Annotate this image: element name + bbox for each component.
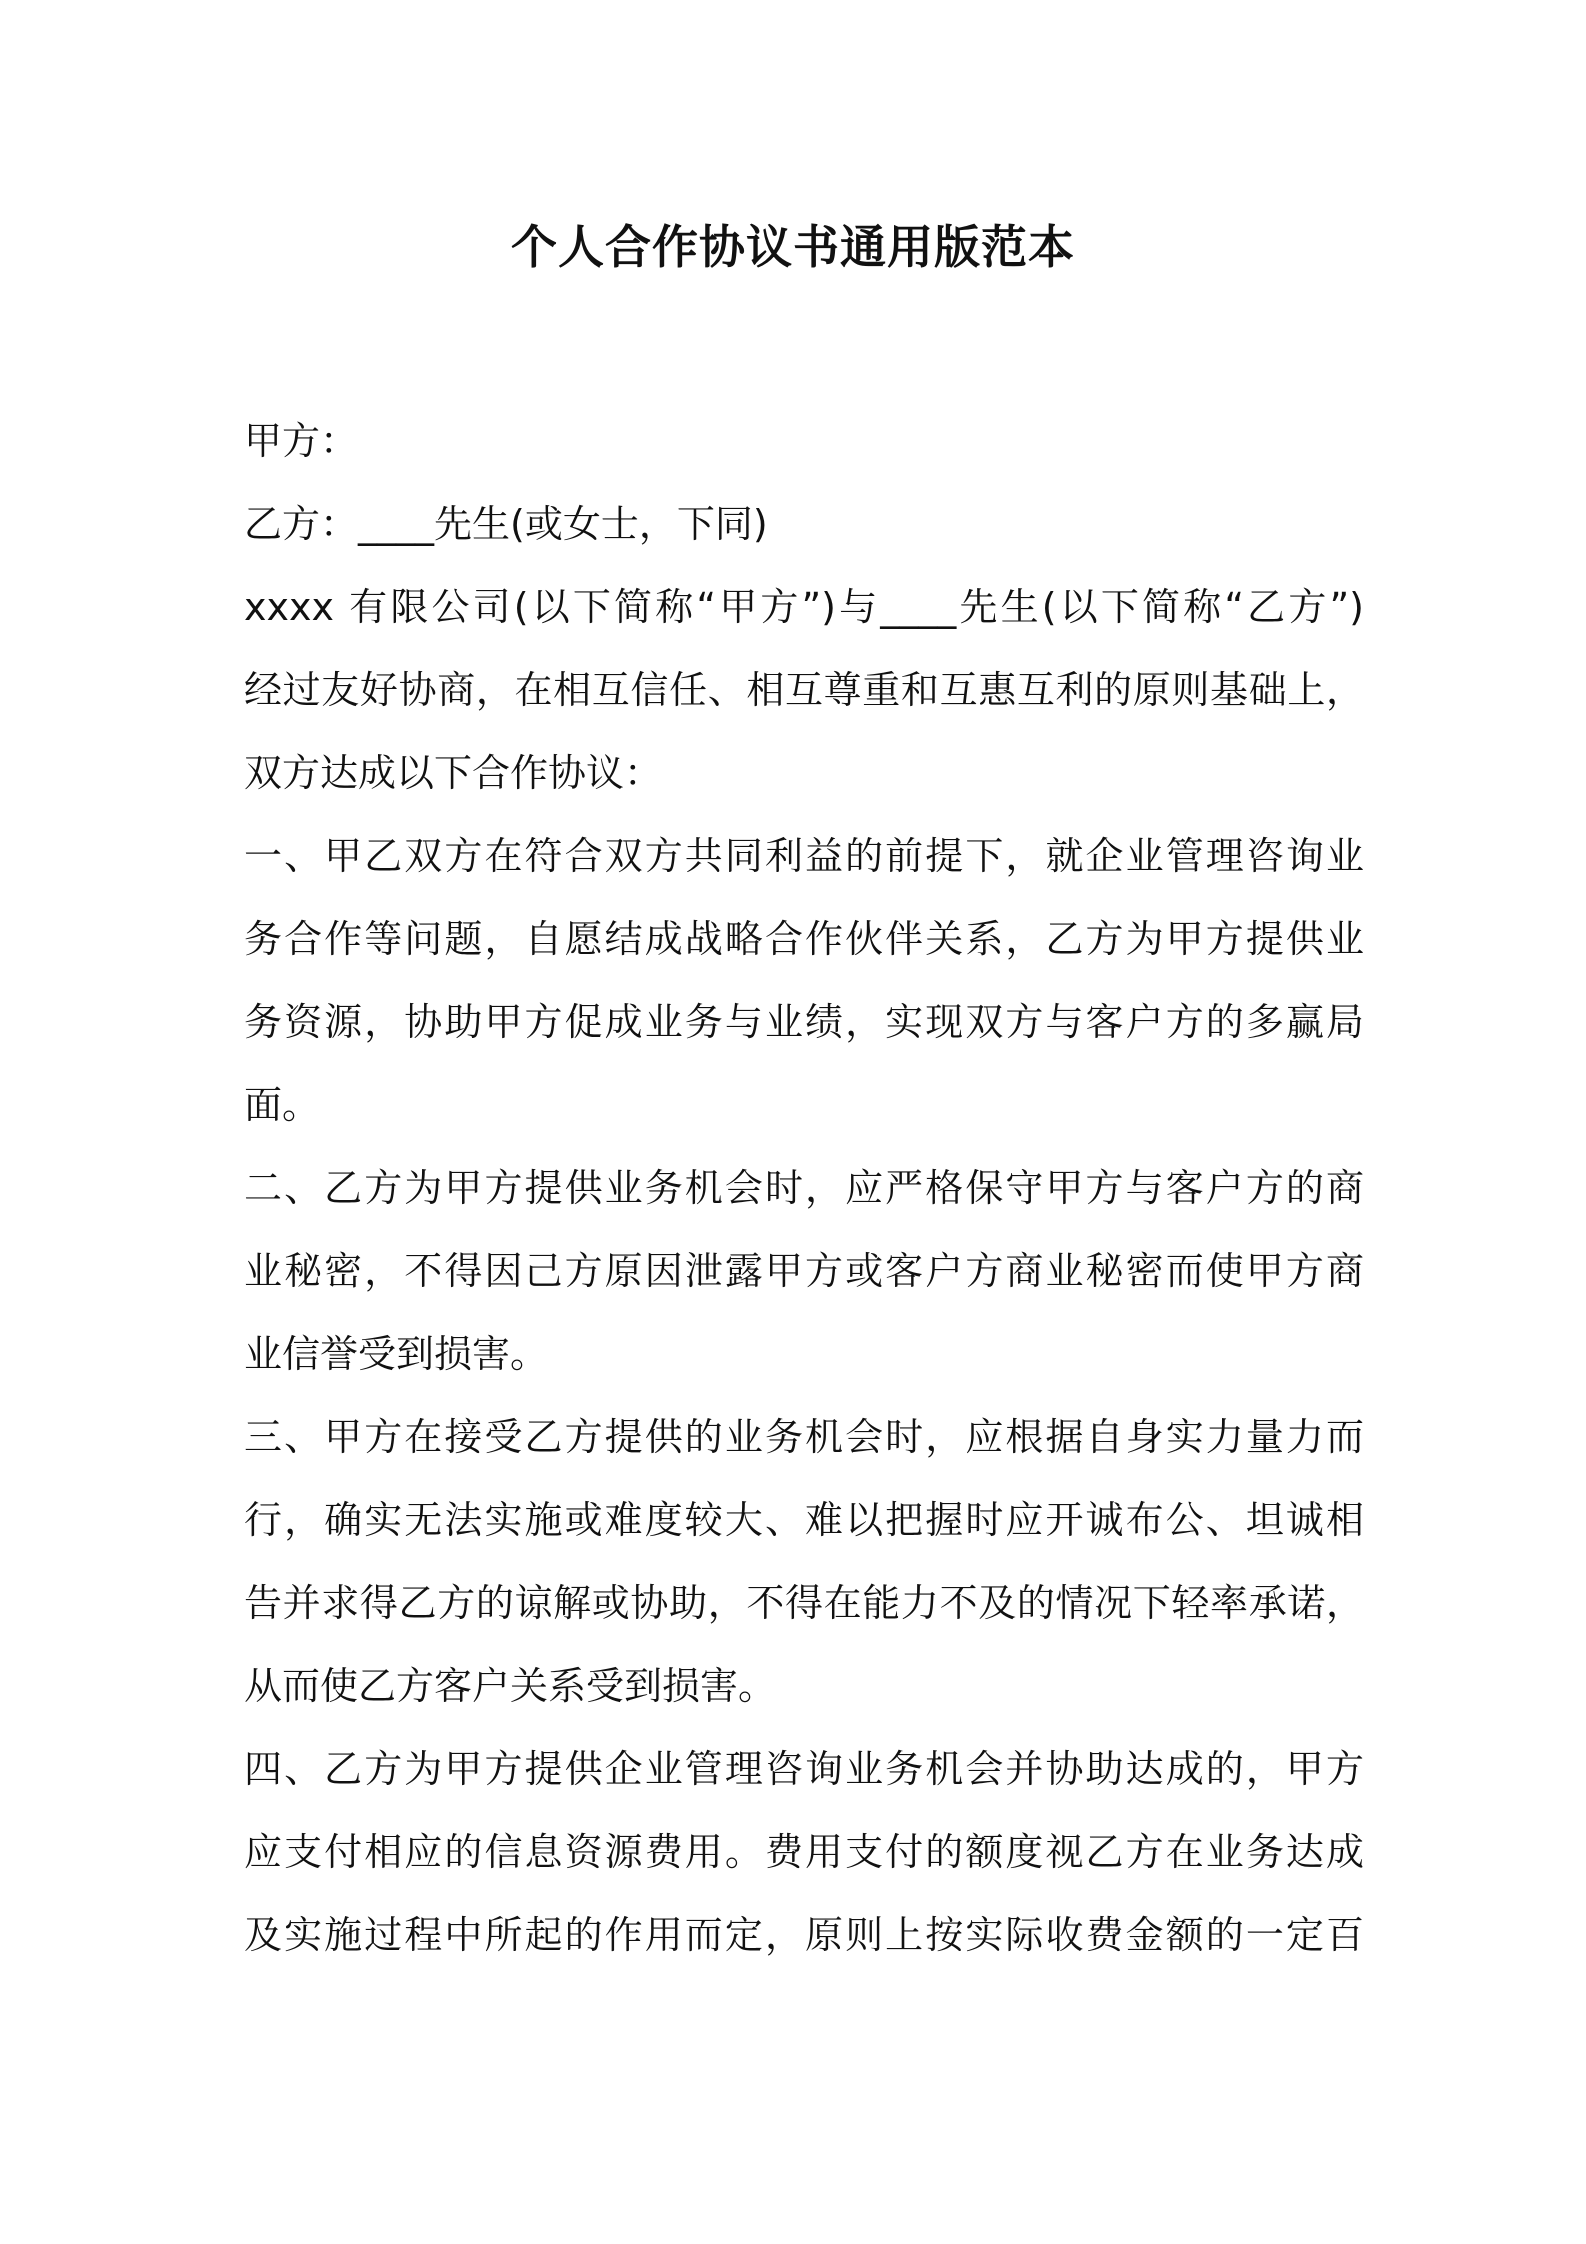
clause-3-line: 行，确实无法实施或难度较大、难以把握时应开诚布公、坦诚相 [244, 1498, 1364, 1542]
paragraph-line: 双方达成以下合作协议： [244, 751, 663, 795]
clause-1-line: 务合作等问题，自愿结成战略合作伙伴关系，乙方为甲方提供业 [244, 917, 1364, 961]
clause-3-line: 从而使乙方客户关系受到损害。 [244, 1664, 777, 1708]
document-body [244, 400, 1364, 1977]
clause-2-line: 业秘密，不得因己方原因泄露甲方或客户方商业秘密而使甲方商 [244, 1249, 1364, 1293]
clause-2-line: 二、乙方为甲方提供业务机会时，应严格保守甲方与客户方的商 [244, 1166, 1364, 1210]
clause-3-line: 告并求得乙方的谅解或协助，不得在能力不及的情况下轻率承诺， [244, 1581, 1364, 1625]
clause-1-line: 务资源，协助甲方促成业务与业绩，实现双方与客户方的多赢局 [244, 1000, 1364, 1044]
clause-2-line: 业信誉受到损害。 [244, 1332, 549, 1376]
clause-1-line: 面。 [244, 1083, 321, 1127]
clause-4-line: 应支付相应的信息资源费用。费用支付的额度视乙方在业务达成 [244, 1830, 1364, 1874]
clause-4-line: 及实施过程中所起的作用而定，原则上按实际收费金额的一定百 [244, 1913, 1364, 1957]
clause-3-line: 三、甲方在接受乙方提供的业务机会时，应根据自身实力量力而 [244, 1415, 1364, 1459]
clause-4-line: 四、乙方为甲方提供企业管理咨询业务机会并协助达成的，甲方 [244, 1747, 1364, 1791]
paragraph-line: 经过友好协商，在相互信任、相互尊重和互惠互利的原则基础上， [244, 668, 1364, 712]
paragraph-line: xxxx 有限公司(以下简称“甲方”)与____先生(以下简称“乙方”) [244, 585, 1364, 629]
party-b-line: 乙方：____先生(或女士，下同) [244, 502, 768, 546]
document-title: 个人合作协议书通用版范本 [511, 220, 1075, 274]
clause-1-line: 一、甲乙双方在符合双方共同利益的前提下，就企业管理咨询业 [244, 834, 1364, 878]
party-a-line: 甲方： [244, 419, 359, 463]
